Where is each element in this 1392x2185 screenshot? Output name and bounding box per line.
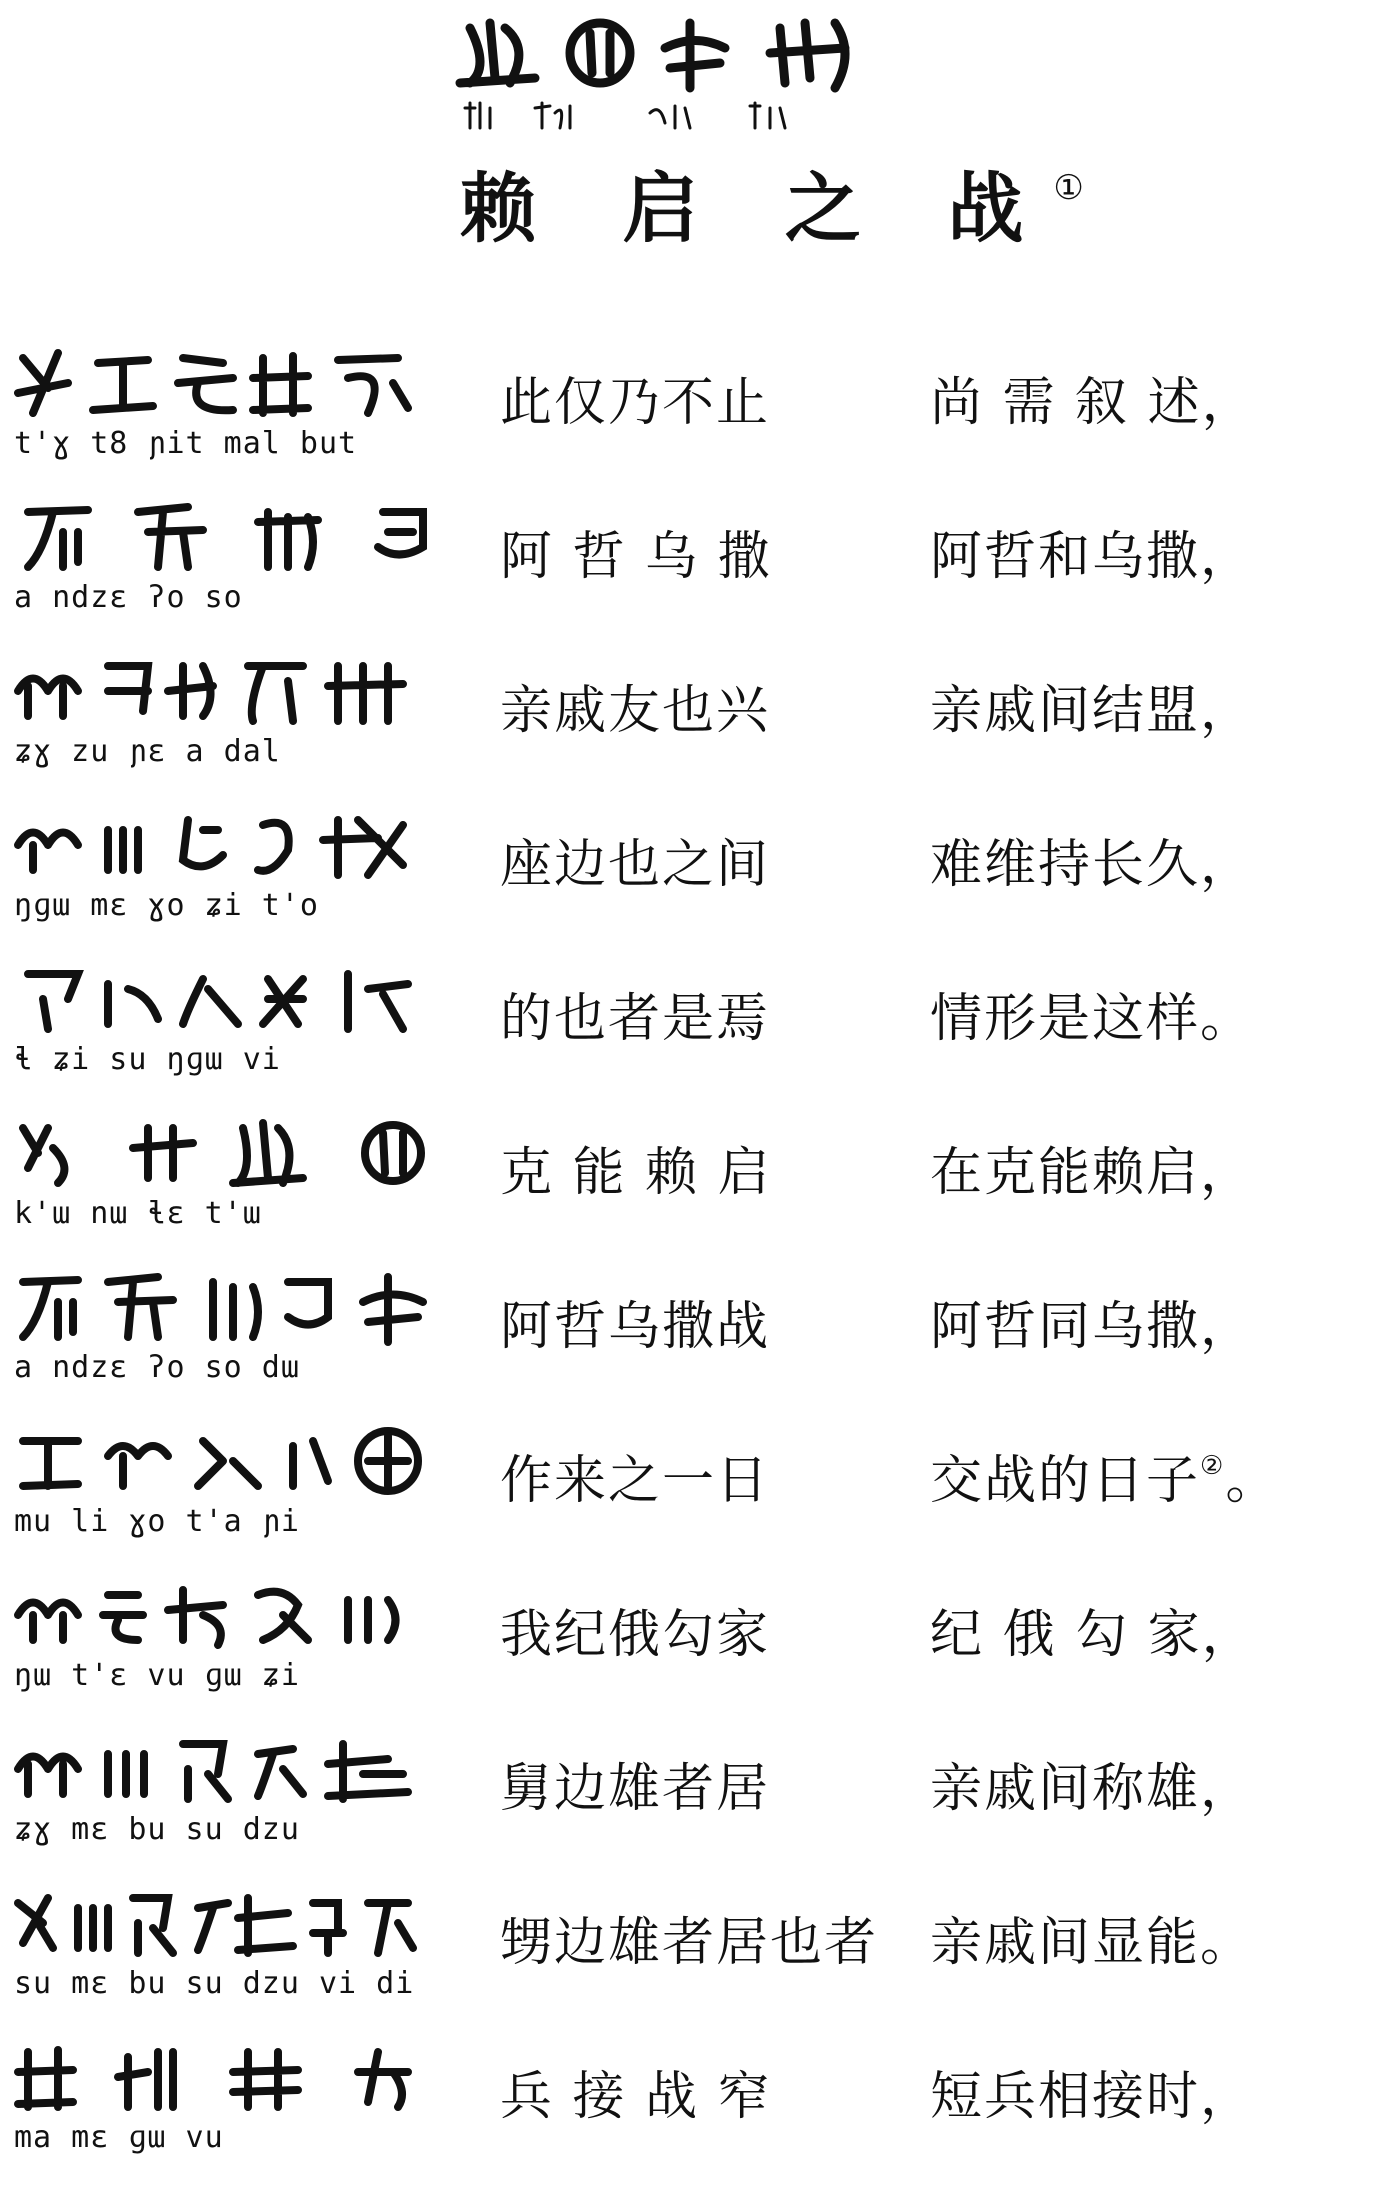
free-translation: 尚 需 叙 述， xyxy=(930,373,1256,433)
literal-translation: 阿哲乌撒战 xyxy=(500,1297,771,1357)
verse-row xyxy=(0,330,1392,484)
verse-row xyxy=(0,2024,1392,2178)
transliteration: ŋɯ t'ɛ vu ɡɯ ʑi xyxy=(14,1658,300,1693)
header xyxy=(0,0,1392,260)
literal-translation: 兵 接 战 窄 xyxy=(500,2067,772,2127)
transliteration: ɬ ʑi su ŋɡɯ vi xyxy=(14,1042,281,1077)
literal-translation: 克 能 赖 启 xyxy=(500,1143,772,1203)
transliteration: k'ɯ nɯ ɬɛ t'ɯ xyxy=(14,1196,262,1231)
literal-translation: 亲戚友也兴 xyxy=(500,681,771,741)
free-translation: 纪 俄 勾 家， xyxy=(930,1605,1256,1665)
literal-translation: 阿 哲 乌 撒 xyxy=(500,527,772,587)
verse-row xyxy=(0,484,1392,638)
yi-script-title-image xyxy=(450,8,930,138)
transliteration: a ndzɛ ʔo so xyxy=(14,580,243,615)
footnote-marker: ① xyxy=(1053,168,1084,208)
verse-row xyxy=(0,792,1392,946)
verse-row xyxy=(0,1408,1392,1562)
free-translation: 阿哲同乌撒， xyxy=(930,1297,1255,1357)
free-translation-end: 。 xyxy=(1225,1451,1280,1511)
literal-translation: 此仅乃不止 xyxy=(500,373,771,433)
literal-translation: 甥边雄者居也者 xyxy=(500,1913,879,1973)
free-translation: 亲戚间显能。 xyxy=(930,1913,1255,1973)
free-translation: 亲戚间结盟， xyxy=(930,681,1255,741)
transliteration: a ndzɛ ʔo so dɯ xyxy=(14,1350,300,1385)
verse-row xyxy=(0,1254,1392,1408)
verse-row xyxy=(0,1716,1392,1870)
verse-row xyxy=(0,1870,1392,2024)
verse-row xyxy=(0,1100,1392,1254)
free-translation: 情形是这样。 xyxy=(930,989,1255,1049)
transliteration: ʑɣ mɛ bu su dzu xyxy=(14,1812,300,1847)
transliteration: t'ɣ t8 ɲit mal but xyxy=(14,426,358,461)
free-translation: 难维持长久， xyxy=(930,835,1255,895)
free-translation: 亲戚间称雄， xyxy=(930,1759,1255,1819)
free-translation xyxy=(930,1438,1370,1513)
page-title xyxy=(460,148,1084,257)
free-translation: 在克能赖启， xyxy=(930,1143,1255,1203)
literal-translation: 作来之一日 xyxy=(500,1451,771,1511)
verse-row xyxy=(0,946,1392,1100)
literal-translation: 的也者是焉 xyxy=(500,989,771,1049)
transliteration: ma mɛ ɡɯ vu xyxy=(14,2120,224,2155)
transliteration: ŋɡɯ mɛ ɣo ʑi t'o xyxy=(14,888,319,923)
verse-row xyxy=(0,638,1392,792)
free-translation: 短兵相接时， xyxy=(930,2067,1255,2127)
footnote-marker: ② xyxy=(1200,1451,1226,1481)
literal-translation: 我纪俄勾家 xyxy=(500,1605,771,1665)
transliteration: ʑɣ zu ɲɛ a dal xyxy=(14,734,281,769)
verse-row xyxy=(0,1562,1392,1716)
transliteration: mu li ɣo t'a ɲi xyxy=(14,1504,300,1539)
transliteration: su mɛ bu su dzu vi di xyxy=(14,1966,415,2001)
literal-translation: 座边也之间 xyxy=(500,835,771,895)
free-translation-text: 交战的日子 xyxy=(930,1451,1201,1511)
page-title-text: 赖 启 之 战 xyxy=(460,164,1054,253)
literal-translation: 舅边雄者居 xyxy=(500,1759,771,1819)
free-translation: 阿哲和乌撒， xyxy=(930,527,1255,587)
